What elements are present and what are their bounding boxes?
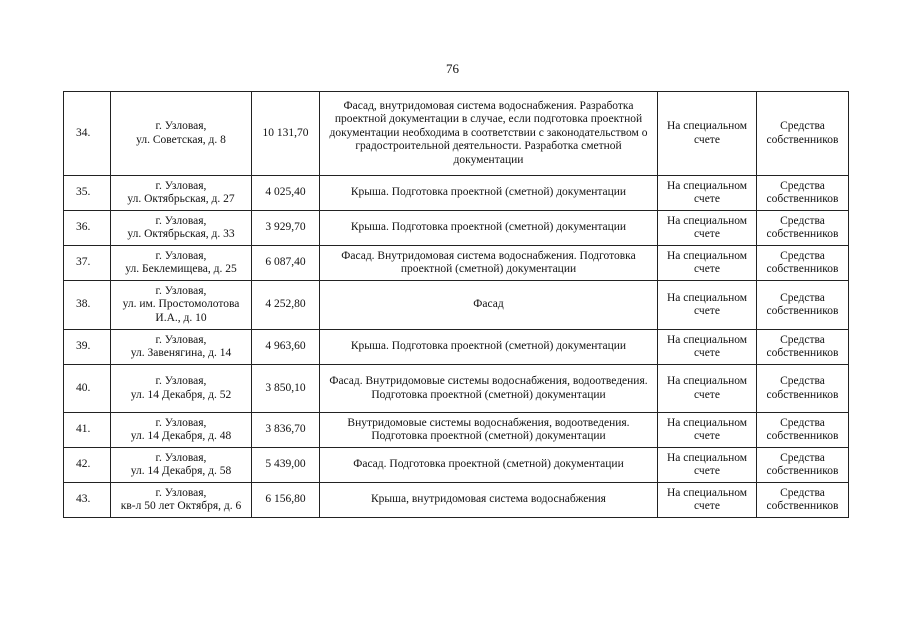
source-cell: Средства собственников bbox=[757, 448, 849, 483]
source-cell: Средства собственников bbox=[757, 176, 849, 211]
area-cell: 4 963,60 bbox=[252, 330, 320, 365]
address-cell bbox=[111, 330, 252, 365]
work-description-cell: Крыша. Подготовка проектной (сметной) документации bbox=[320, 211, 658, 246]
work-description-cell: Фасад bbox=[320, 281, 658, 330]
works-table bbox=[63, 91, 849, 518]
address-city: г. Узловая, bbox=[155, 486, 207, 499]
fund-cell: На специальном счете bbox=[658, 281, 757, 330]
address-street: ул. 14 Декабря, д. 48 bbox=[130, 430, 232, 442]
fund-cell: На специальном счете bbox=[658, 365, 757, 413]
area-cell: 3 929,70 bbox=[252, 211, 320, 246]
address-city: г. Узловая, bbox=[155, 179, 207, 192]
address-cell bbox=[111, 281, 252, 330]
source-cell: Средства собственников bbox=[757, 365, 849, 413]
source-cell: Средства собственников bbox=[757, 413, 849, 448]
table-row bbox=[64, 330, 849, 365]
table-row bbox=[64, 211, 849, 246]
row-number: 42. bbox=[64, 448, 111, 483]
row-number: 35. bbox=[64, 176, 111, 211]
address-street: ул. им. Простомолотова И.А., д. 10 bbox=[122, 298, 240, 324]
work-description-cell: Крыша. Подготовка проектной (сметной) документации bbox=[320, 176, 658, 211]
work-description-cell: Крыша. Подготовка проектной (сметной) документации bbox=[320, 330, 658, 365]
fund-cell: На специальном счете bbox=[658, 413, 757, 448]
table-row bbox=[64, 176, 849, 211]
source-cell: Средства собственников bbox=[757, 281, 849, 330]
address-cell bbox=[111, 483, 252, 518]
table-row bbox=[64, 246, 849, 281]
area-cell: 3 836,70 bbox=[252, 413, 320, 448]
fund-cell: На специальном счете bbox=[658, 92, 757, 176]
work-description-cell: Фасад. Внутридомовая система водоснабжения. Подготовка проектной (сметной) документации bbox=[320, 246, 658, 281]
address-city: г. Узловая, bbox=[155, 333, 207, 346]
source-cell: Средства собственников bbox=[757, 330, 849, 365]
address-city: г. Узловая, bbox=[155, 120, 207, 132]
table-row bbox=[64, 281, 849, 330]
row-number: 38. bbox=[64, 281, 111, 330]
fund-cell: На специальном счете bbox=[658, 448, 757, 483]
address-street: ул. Беклемищева, д. 25 bbox=[125, 263, 237, 275]
work-description-cell: Фасад, внутридомовая система водоснабжения. Разработка проектной документации в случае, если подготовка проектной документации необходима в соответствии с законодательством о градостроительной деятельности. Разработка сметной документации bbox=[320, 92, 658, 176]
address-city: г. Узловая, bbox=[155, 249, 207, 262]
address-cell bbox=[111, 246, 252, 281]
area-cell: 6 156,80 bbox=[252, 483, 320, 518]
area-cell: 3 850,10 bbox=[252, 365, 320, 413]
address-street: ул. Советская, д. 8 bbox=[136, 133, 226, 146]
row-number: 43. bbox=[64, 483, 111, 518]
work-description-cell: Внутридомовые системы водоснабжения, водоотведения. Подготовка проектной (сметной) документации bbox=[320, 413, 658, 448]
fund-cell: На специальном счете bbox=[658, 246, 757, 281]
address-cell bbox=[111, 365, 252, 413]
address-city: г. Узловая, bbox=[155, 375, 207, 387]
work-description-cell: Фасад. Подготовка проектной (сметной) документации bbox=[320, 448, 658, 483]
address-street: кв-л 50 лет Октября, д. 6 bbox=[120, 500, 242, 512]
address-city: г. Узловая, bbox=[155, 284, 207, 297]
table-row bbox=[64, 92, 849, 176]
source-cell: Средства собственников bbox=[757, 483, 849, 518]
row-number: 39. bbox=[64, 330, 111, 365]
row-number: 36. bbox=[64, 211, 111, 246]
address-street: ул. Октябрьская, д. 27 bbox=[127, 193, 235, 205]
area-cell: 5 439,00 bbox=[252, 448, 320, 483]
address-cell bbox=[111, 92, 252, 176]
row-number: 37. bbox=[64, 246, 111, 281]
table-row bbox=[64, 365, 849, 413]
address-street: ул. Октябрьская, д. 33 bbox=[127, 228, 235, 240]
area-cell: 6 087,40 bbox=[252, 246, 320, 281]
table-row bbox=[64, 448, 849, 483]
row-number: 40. bbox=[64, 365, 111, 413]
fund-cell: На специальном счете bbox=[658, 330, 757, 365]
fund-cell: На специальном счете bbox=[658, 211, 757, 246]
address-street: ул. 14 Декабря, д. 52 bbox=[130, 388, 232, 401]
area-cell: 10 131,70 bbox=[252, 92, 320, 176]
address-city: г. Узловая, bbox=[155, 451, 207, 464]
address-street: ул. Завенягина, д. 14 bbox=[130, 347, 232, 359]
work-description-cell: Крыша, внутридомовая система водоснабжения bbox=[320, 483, 658, 518]
fund-cell: На специальном счете bbox=[658, 483, 757, 518]
source-cell: Средства собственников bbox=[757, 211, 849, 246]
area-cell: 4 252,80 bbox=[252, 281, 320, 330]
address-cell bbox=[111, 413, 252, 448]
table-row bbox=[64, 413, 849, 448]
address-street: ул. 14 Декабря, д. 58 bbox=[130, 465, 232, 477]
address-city: г. Узловая, bbox=[155, 416, 207, 429]
page-number: 76 bbox=[446, 61, 459, 76]
source-cell: Средства собственников bbox=[757, 92, 849, 176]
address-city: г. Узловая, bbox=[155, 214, 207, 227]
address-cell bbox=[111, 211, 252, 246]
source-cell: Средства собственников bbox=[757, 246, 849, 281]
table-row bbox=[64, 483, 849, 518]
address-cell bbox=[111, 448, 252, 483]
fund-cell: На специальном счете bbox=[658, 176, 757, 211]
row-number: 41. bbox=[64, 413, 111, 448]
row-number: 34. bbox=[64, 92, 111, 176]
area-cell: 4 025,40 bbox=[252, 176, 320, 211]
work-description-cell: Фасад. Внутридомовые системы водоснабжения, водоотведения. Подготовка проектной (сметной) документации bbox=[320, 365, 658, 413]
address-cell bbox=[111, 176, 252, 211]
